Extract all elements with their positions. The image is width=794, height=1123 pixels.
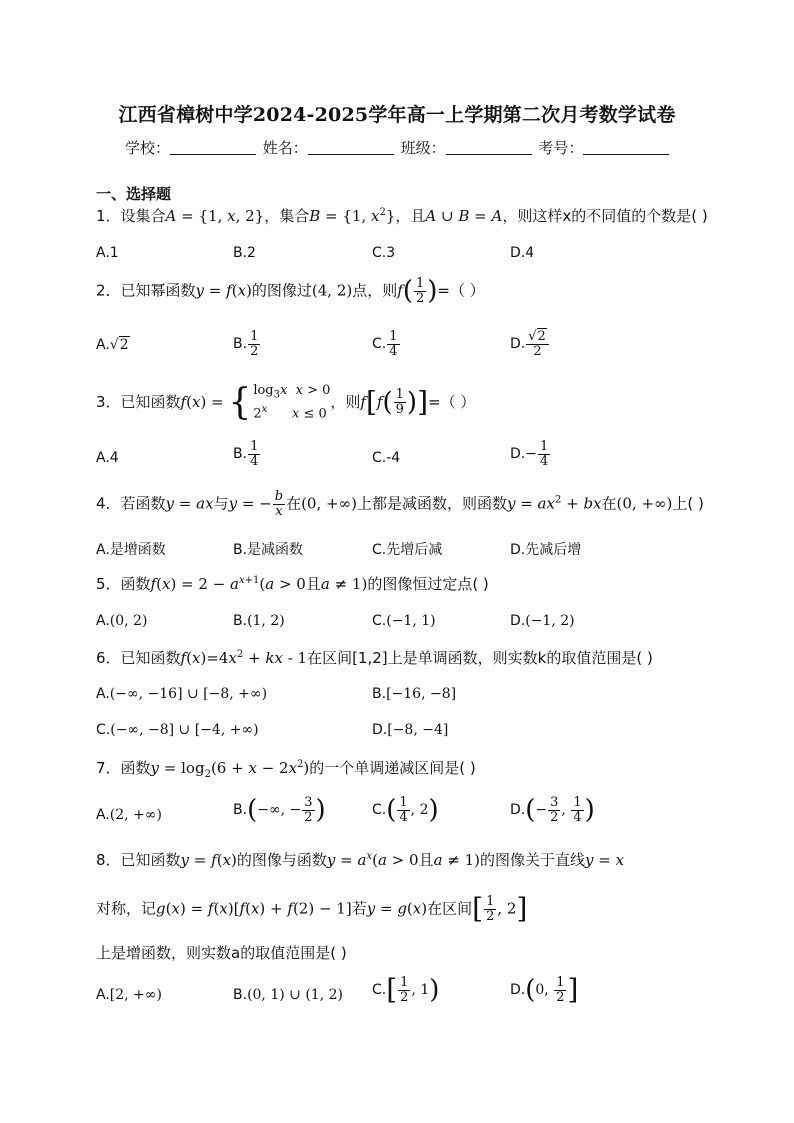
q7-option-a[interactable]: A.(2, +∞) xyxy=(96,807,162,823)
q5-option-d[interactable]: D.(−1, 2) xyxy=(510,613,575,629)
q6-option-c[interactable]: C.(−∞, −8] ∪ [−4, +∞) xyxy=(96,722,259,738)
number-blank xyxy=(583,139,669,155)
number-label: 考号： xyxy=(538,139,584,157)
q5-option-c[interactable]: C.(−1, 1) xyxy=(372,613,436,629)
q4-option-b[interactable]: B.是减函数 xyxy=(233,542,304,558)
q6-option-b[interactable]: B.[−16, −8] xyxy=(372,686,457,702)
question-5: 5．函数$f(x) = 2 - a^{x+1}(a > 0$且a ≠ 1)的图像恒过定点( ) xyxy=(96,575,489,593)
q2-option-d[interactable]: D. $\frac{√2}{2}$ xyxy=(510,330,550,358)
q1-option-b[interactable]: B.2 xyxy=(233,245,256,261)
q4-option-c[interactable]: C.先增后减 xyxy=(372,542,443,558)
name-label: 姓名： xyxy=(262,139,308,157)
q5-option-a[interactable]: A.(0, 2) xyxy=(96,613,148,629)
q3-option-a[interactable]: A.4 xyxy=(96,450,119,466)
question-8-line-3: 上是增函数，则实数a的取值范围是( ) xyxy=(96,944,347,962)
q7-option-d[interactable]: D.(− $\frac{3}{2}$ , $\frac{1}{4}$ ) xyxy=(510,795,595,826)
q8-option-a[interactable]: A.[2, +∞) xyxy=(96,987,162,1003)
q3-option-b[interactable]: B. $\frac{1}{4}$ xyxy=(233,439,259,469)
question-4: 4．若函数y = ax与y = − $\frac{b}{x}$ 在(0, +∞)上都是减函数，则函数$y = ax^2$ + bx在(0, +∞)上( ) xyxy=(96,489,704,519)
q2-option-c[interactable]: C. $\frac{1}{4}$ xyxy=(372,329,398,359)
q1-option-d[interactable]: D.4 xyxy=(510,245,535,261)
question-3: 3．已知函数f(x) = { $\log_3x$ x > 0 2$^x$ x ≤ 0 ，则f[f( $\frac{1}{9}$ )]=（ ） xyxy=(96,381,476,423)
q6-option-a[interactable]: A.(−∞, −16] ∪ [−8, +∞) xyxy=(96,686,268,702)
question-1: 1．设集合A = {1, x, 2}，集合B = {1, $x^2$}，且A ∪ B = A，则这样x的不同值的个数是( ) xyxy=(96,207,708,225)
q6-option-d[interactable]: D.[−8, −4] xyxy=(372,722,449,738)
class-blank xyxy=(446,139,532,155)
class-label: 班级： xyxy=(400,139,446,157)
section-title: 一、选择题 xyxy=(96,185,172,203)
q3-option-d[interactable]: D.− $\frac{1}{4}$ xyxy=(510,439,549,469)
q3-option-c[interactable]: C.-4 xyxy=(372,450,401,466)
q5-option-b[interactable]: B.(1, 2) xyxy=(233,613,285,629)
name-blank xyxy=(308,139,394,155)
q8-option-d[interactable]: D.(0, $\frac{1}{2}$ ] xyxy=(510,973,579,1007)
q4-option-a[interactable]: A.是增函数 xyxy=(96,542,166,558)
question-8: 8．已知函数y = f(x)的图像与函数$y = a^x(a > 0$且a ≠ 1)的图像关于直线y = x xyxy=(96,851,625,869)
q8-option-c[interactable]: C.[ $\frac{1}{2}$ , 1) xyxy=(372,973,440,1007)
q2-option-a[interactable]: A.√2 xyxy=(96,337,129,353)
q7-option-b[interactable]: B.(−∞, − $\frac{3}{2}$ ) xyxy=(233,795,326,826)
student-info-row xyxy=(125,137,671,158)
q4-option-d[interactable]: D.先减后增 xyxy=(510,542,582,558)
q8-option-b[interactable]: B.(0, 1) ∪ (1, 2) xyxy=(233,987,343,1003)
school-label: 学校： xyxy=(125,139,171,157)
school-blank xyxy=(170,139,256,155)
q1-option-a[interactable]: A.1 xyxy=(96,245,119,261)
q7-option-c[interactable]: C.( $\frac{1}{4}$ , 2) xyxy=(372,795,439,826)
q1-option-c[interactable]: C.3 xyxy=(372,245,396,261)
question-2: 2．已知幂函数y = f(x)的图像过(4, 2)点，则f( $\frac{1}{2}$ )=（ ） xyxy=(96,276,485,307)
q2-option-b[interactable]: B. $\frac{1}{2}$ xyxy=(233,329,259,359)
question-7: 7．函数$y = \log_2(6 + x - 2x^2)$的一个单调递减区间是( ) xyxy=(96,759,476,780)
question-8-line-2: 对称，记g(x) = f(x)[f(x) + f(2) − 1]若y = g(x)在区间[ $\frac{1}{2}$ , 2] xyxy=(96,892,528,926)
question-6: 6．已知函数$f(x)=4x^2$ + kx - 1在区间[1,2]上是单调函数，则实数k的取值范围是( ) xyxy=(96,649,653,667)
exam-title: 江西省樟树中学2024-2025学年高一上学期第二次月考数学试卷 xyxy=(118,104,676,126)
